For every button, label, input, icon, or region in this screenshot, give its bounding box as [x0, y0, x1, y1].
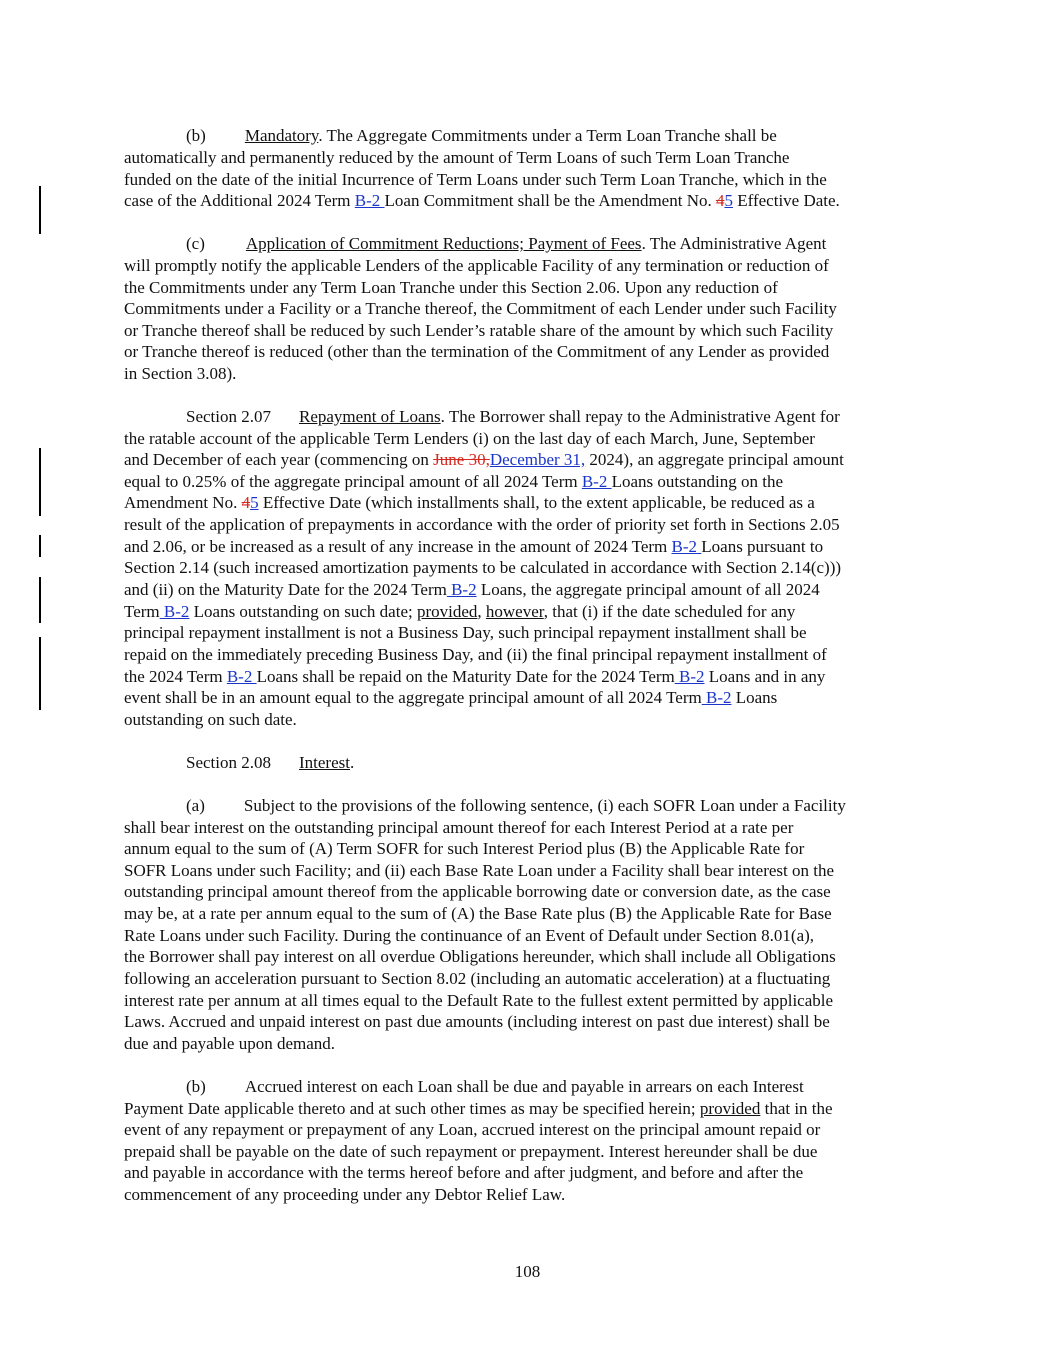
emphasis-term: provided: [416, 602, 478, 621]
inserted-text: B-2: [226, 667, 257, 686]
para-c-line: or Tranche thereof shall be reduced by such Lender’s ratable share of the amount by which such Facility: [124, 321, 834, 340]
para-heading: Application of Commitment Reductions; Payment of Fees: [245, 234, 642, 253]
para-b-mandatory-line: [124, 190, 840, 212]
text: 2024), an aggregate principal amount: [585, 450, 844, 469]
para-c-line: in Section 3.08).: [124, 364, 237, 383]
para-a-line: outstanding principal amount thereof from the applicable borrowing date or conversion date, as the case: [124, 882, 831, 901]
text: Loans and in any: [704, 667, 826, 686]
para-a-line: annum equal to the sum of (A) Term SOFR for such Interest Period plus (B) the Applicable Rate for: [124, 839, 805, 858]
text: Effective Date.: [732, 191, 840, 210]
inserted-text: December 31,: [489, 450, 586, 469]
section-number: Section 2.08: [186, 753, 271, 772]
para-b-interest-line: [124, 1098, 833, 1120]
text: Loan Commitment shall be the Amendment No.: [384, 191, 716, 210]
text: , that (i) if the date scheduled for any: [543, 602, 796, 621]
section-2-08-heading: [186, 752, 354, 774]
text: . The Borrower shall repay to the Administrative Agent for: [440, 407, 840, 426]
section-heading: Interest: [299, 753, 350, 772]
text: . The Aggregate Commitments under a Term Loan Tranche shall be: [318, 126, 777, 145]
inserted-text: B-2: [701, 688, 732, 707]
text: the 2024 Term: [124, 667, 227, 686]
section-2-07-line: the ratable account of the applicable Term Lenders (i) on the last day of each March, June, September: [124, 429, 815, 448]
para-b-interest-line: commencement of any proceeding under any Debtor Relief Law.: [124, 1185, 566, 1204]
change-bar: [39, 577, 41, 623]
section-2-07-line: [186, 406, 840, 428]
section-2-07-line: [124, 536, 823, 558]
para-c-line: Commitments under a Facility or a Tranche thereof, the Commitment of each Lender under such Facility: [124, 299, 837, 318]
section-2-07-line: [124, 449, 844, 471]
text: Payment Date applicable thereto and at such other times as may be specified herein;: [124, 1099, 700, 1118]
text: Loans pursuant to: [701, 537, 824, 556]
deleted-text: 4: [715, 191, 725, 210]
para-a-line: interest rate per annum at all times equal to the Default Rate to the fullest extent permitted by applicable: [124, 991, 834, 1010]
para-label: (c): [186, 234, 205, 253]
inserted-text: B-2: [354, 191, 385, 210]
inserted-text: B-2: [674, 667, 705, 686]
page-number: 108: [514, 1262, 541, 1281]
text: and 2.06, or be increased as a result of any increase in the amount of 2024 Term: [124, 537, 672, 556]
emphasis-term: however: [485, 602, 544, 621]
deleted-text: June 30,: [433, 450, 490, 469]
section-2-07-line: [124, 601, 795, 623]
para-a-line: Rate Loans under such Facility. During the continuance of an Event of Default under Section 8.01(a),: [124, 926, 815, 945]
para-c-line: [186, 233, 826, 255]
section-2-07-line: outstanding on such date.: [124, 710, 297, 729]
para-heading: Mandatory: [244, 126, 319, 145]
text: Effective Date (which installments shall, to the extent applicable, be reduced as a: [258, 493, 815, 512]
para-a-line: Laws. Accrued and unpaid interest on past due amounts (including interest on past due interest) shall be: [124, 1012, 830, 1031]
text: case of the Additional 2024 Term: [124, 191, 355, 210]
para-label: (a): [186, 796, 205, 815]
section-2-07-line: [124, 492, 815, 514]
section-number: Section 2.07: [186, 407, 271, 426]
inserted-text: 5: [250, 493, 259, 512]
para-c-line: will promptly notify the applicable Lenders of the applicable Facility of any termination or reduction of: [124, 256, 829, 275]
para-b-mandatory-line: funded on the date of the initial Incurrence of Term Loans under such Term Loan Tranche, which in the: [124, 170, 827, 189]
section-heading: Repayment of Loans: [299, 407, 441, 426]
emphasis-term: provided: [699, 1099, 761, 1118]
section-2-07-line: [124, 687, 777, 709]
change-bar: [39, 186, 41, 234]
para-b-interest-line: prepaid shall be payable on the date of such repayment or prepayment. Interest hereunder shall be due: [124, 1142, 818, 1161]
section-2-07-line: principal repayment installment is not a Business Day, such principal repayment installment shall be: [124, 623, 807, 642]
text: Loans shall be repaid on the Maturity Date for the 2024 Term: [256, 667, 675, 686]
deleted-text: 4: [241, 493, 251, 512]
text: ,: [477, 602, 486, 621]
text: and (ii) on the Maturity Date for the 2024 Term: [124, 580, 447, 599]
inserted-text: B-2: [159, 602, 190, 621]
para-b-interest-line: event of any repayment or prepayment of any Loan, accrued interest on the principal amount repaid or: [124, 1120, 821, 1139]
section-2-07-line: [124, 579, 820, 601]
inserted-text: B-2: [581, 472, 612, 491]
text: Loans outstanding on such date;: [189, 602, 417, 621]
text: . The Administrative Agent: [641, 234, 827, 253]
para-b-interest-line: [186, 1076, 804, 1098]
text: Subject to the provisions of the following sentence, (i) each SOFR Loan under a Facility: [243, 796, 846, 815]
section-2-07-line: result of the application of prepayments in accordance with the order of priority set forth in Sections 2.05: [124, 515, 840, 534]
inserted-text: 5: [724, 191, 733, 210]
text: equal to 0.25% of the aggregate principal amount of all 2024 Term: [124, 472, 582, 491]
text: Accrued interest on each Loan shall be due and payable in arrears on each Interest: [244, 1077, 804, 1096]
para-a-line: due and payable upon demand.: [124, 1034, 336, 1053]
para-label: (b): [186, 1077, 206, 1096]
para-c-line: the Commitments under any Term Loan Tranche under this Section 2.06. Upon any reduction of: [124, 278, 778, 297]
change-bar: [39, 448, 41, 516]
text: Loans outstanding on the: [611, 472, 783, 491]
section-2-07-line: repaid on the immediately preceding Business Day, and (ii) the final principal repayment installment of: [124, 645, 827, 664]
inserted-text: B-2: [671, 537, 702, 556]
para-a-line: may be, at a rate per annum equal to the sum of (A) the Base Rate plus (B) the Applicable Rate for Base: [124, 904, 832, 923]
text: .: [349, 753, 355, 772]
para-label: (b): [186, 126, 206, 145]
para-b-interest-line: and payable in accordance with the terms hereof before and after judgment, and before and after the: [124, 1163, 804, 1182]
text: and December of each year (commencing on: [124, 450, 434, 469]
change-bar: [39, 535, 41, 557]
text: Term: [124, 602, 160, 621]
para-b-mandatory-line: [186, 125, 777, 147]
text: Amendment No.: [124, 493, 242, 512]
text: Loans: [731, 688, 778, 707]
para-b-mandatory-line: automatically and permanently reduced by the amount of Term Loans of such Term Loan Tranche: [124, 148, 790, 167]
para-a-line: [186, 795, 846, 817]
change-bar: [39, 637, 41, 710]
section-2-07-line: [124, 471, 783, 493]
section-2-07-line: [124, 666, 825, 688]
section-2-07-line: Section 2.14 (such increased amortization payments to be calculated in accordance with Section 2.14(c))): [124, 558, 842, 577]
para-a-line: the Borrower shall pay interest on all overdue Obligations hereunder, which shall include all Obligations: [124, 947, 836, 966]
para-a-line: following an acceleration pursuant to Section 8.02 (including an automatic acceleration) at a fluctuating: [124, 969, 831, 988]
text: event shall be in an amount equal to the aggregate principal amount of all 2024 Term: [124, 688, 702, 707]
text: Loans, the aggregate principal amount of all 2024: [476, 580, 820, 599]
inserted-text: B-2: [446, 580, 477, 599]
text: that in the: [760, 1099, 833, 1118]
para-a-line: SOFR Loans under such Facility; and (ii) each Base Rate Loan under a Facility shall bear interest on the: [124, 861, 835, 880]
para-c-line: or Tranche thereof is reduced (other than the termination of the Commitment of any Lender as provided: [124, 342, 830, 361]
para-a-line: shall bear interest on the outstanding principal amount thereof for each Interest Period at a rate per: [124, 818, 794, 837]
